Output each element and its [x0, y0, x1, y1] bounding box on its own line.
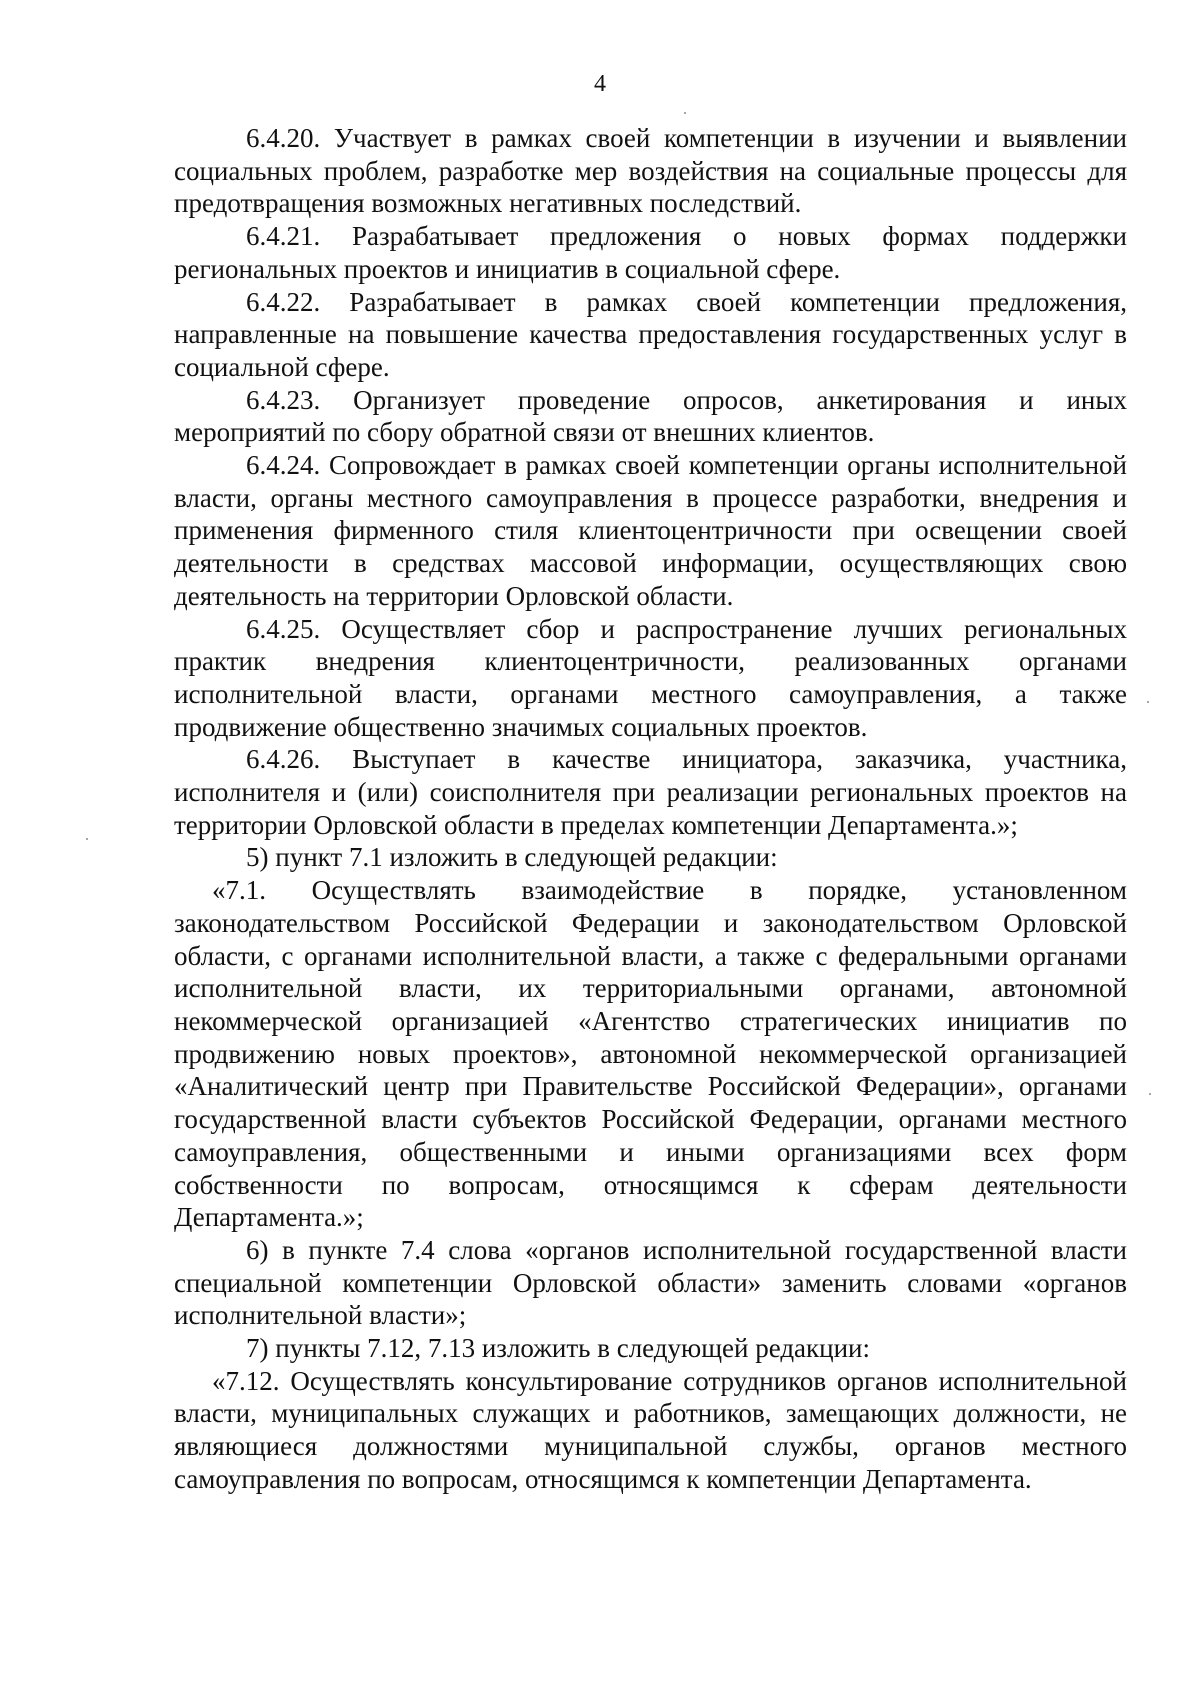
paragraph-item-7: 7) пункты 7.12, 7.13 изложить в следующей редакции: — [246, 1333, 871, 1364]
scan-speck — [1149, 1093, 1151, 1095]
document-body — [174, 122, 1127, 1496]
paragraph-6-4-24: 6.4.24. Сопровождает в рамках своей компетенции органы исполнительной власти, органы местного самоуправления в процессе разработки, внедрения и применения фирменного стиля клиентоцентричности при освещении своей деятельности в средствах массовой информации, осуществляющих свою деятельность на территории Орловской области. — [174, 450, 1127, 611]
paragraph-6-4-21: 6.4.21. Разрабатывает предложения о новых формах поддержки региональных проектов и инициатив в социальной сфере. — [174, 221, 1127, 284]
paragraph-7-1: «7.1. Осуществлять взаимодействие в порядке, установленном законодательством Российской Федерации и законодательством Орловской области, с органами исполнительной власти, а также с федеральными органами исполнительной власти, их территориальными органами, автономной некоммерческой организацией «Агентство стратегических инициатив по продвижению новых проектов», автономной некоммерческой организацией «Аналитический центр при Правительстве Российской Федерации», органами государственной власти субъектов Российской Федерации, органами местного самоуправления, общественными и иными организациями всех форм собственности по вопросам, относящимся к сферам деятельности Департамента.»; — [174, 875, 1127, 1233]
paragraph-6-4-22: 6.4.22. Разрабатывает в рамках своей компетенции предложения, направленные на повышение качества предоставления государственных услуг в социальной сфере. — [174, 286, 1127, 382]
paragraph-6-4-26: 6.4.26. Выступает в качестве инициатора, заказчика, участника, исполнителя и (или) соисполнителя при реализации региональных проектов на территории Орловской области в пределах компетенции Департамента.»; — [174, 744, 1127, 840]
paragraph-6-4-23: 6.4.23. Организует проведение опросов, анкетирования и иных мероприятий по сбору обратной связи от внешних клиентов. — [174, 384, 1127, 448]
paragraph-6-4-25: 6.4.25. Осуществляет сбор и распространение лучших региональных практик внедрения клиентоцентричности, реализованных органами исполнительной власти, органами местного самоуправления, а также продвижение общественно значимых социальных проектов. — [174, 613, 1127, 742]
scan-speck — [684, 112, 686, 114]
scan-speck — [1147, 701, 1149, 703]
paragraph-item-5: 5) пункт 7.1 изложить в следующей редакции: — [246, 842, 778, 873]
paragraph-item-6: 6) в пункте 7.4 слова «органов исполнительной государственной власти специальной компетенции Орловской области» заменить словами «органов исполнительной власти»; — [174, 1234, 1127, 1331]
paragraph-6-4-20: 6.4.20. Участвует в рамках своей компетенции в изучении и выявлении социальных проблем, разработке мер воздействия на социальные процессы для предотвращения возможных негативных последствий. — [174, 123, 1127, 219]
scan-speck — [86, 838, 88, 840]
page-number: 4 — [594, 71, 606, 97]
paragraph-7-12: «7.12. Осуществлять консультирование сотрудников органов исполнительной власти, муниципальных служащих и работников, замещающих должности, не являющиеся должностями муниципальной службы, органов местного самоуправления по вопросам, относящимся к компетенции Департамента. — [174, 1365, 1127, 1494]
